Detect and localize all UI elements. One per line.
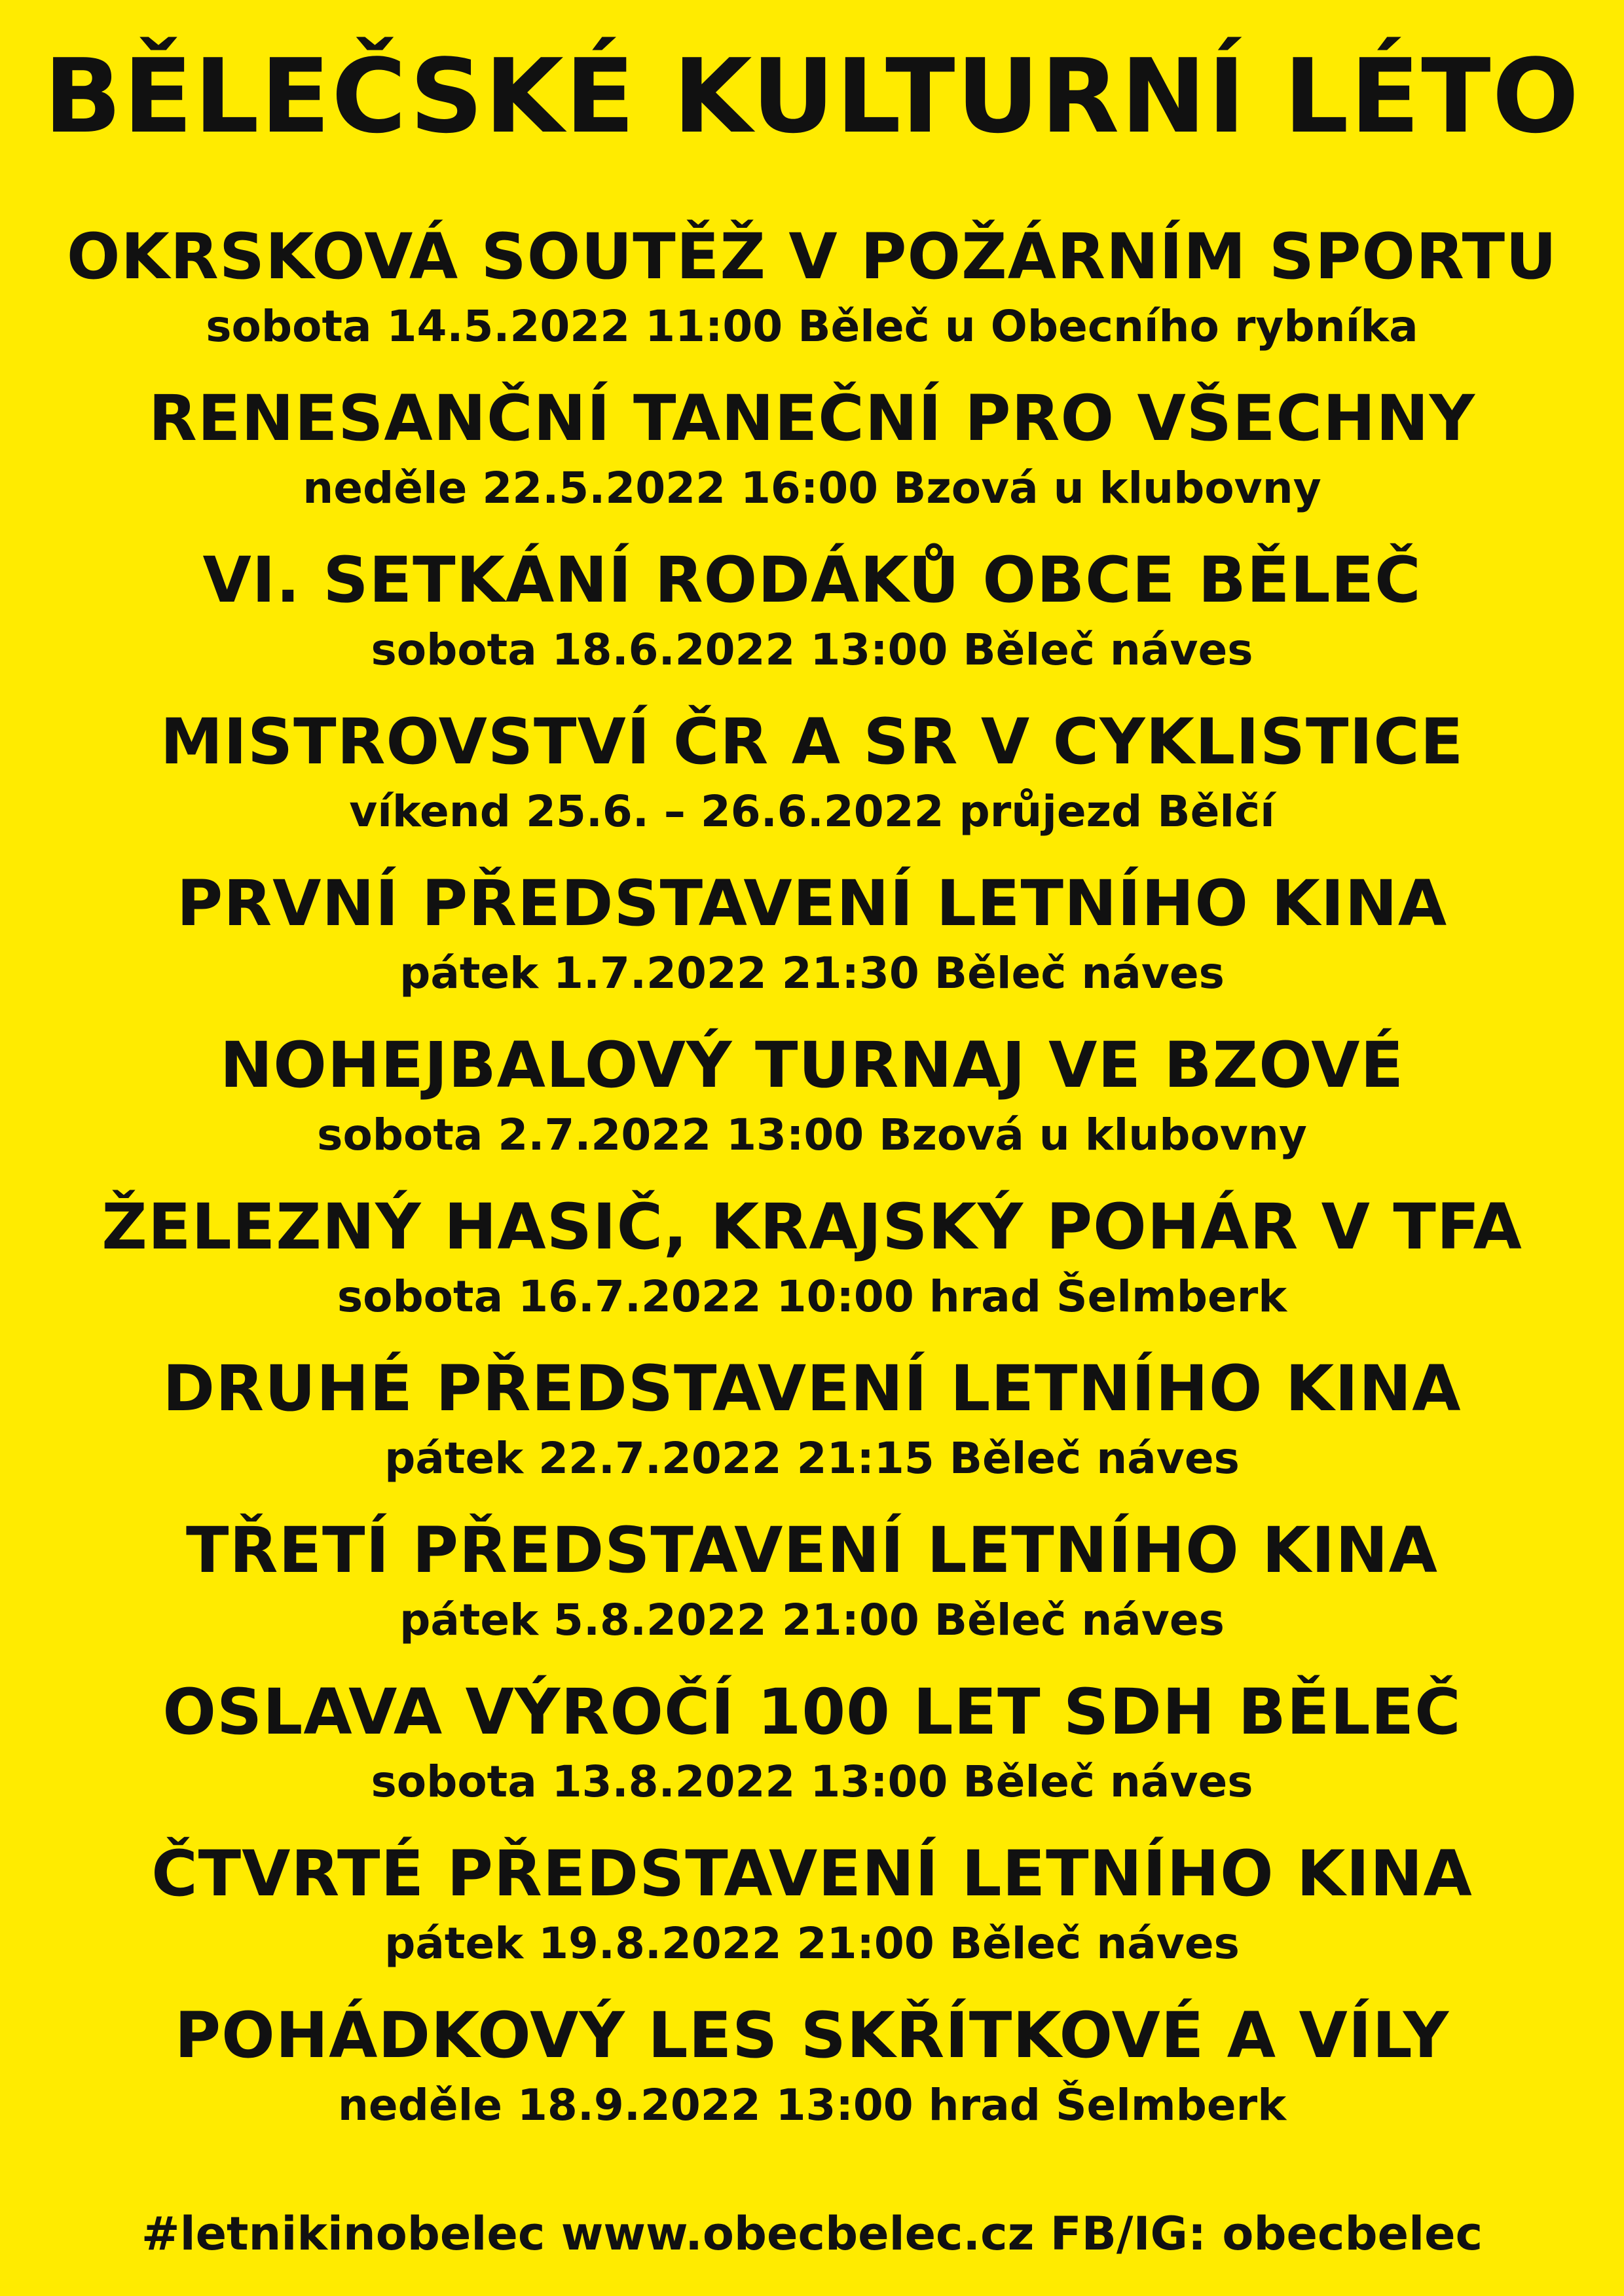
event-name: OKRSKOVÁ SOUTĚŽ V POŽÁRNÍM SPORTU [66, 220, 1558, 293]
event-details: sobota 14.5.2022 11:00 Běleč u Obecního rybníka [206, 301, 1418, 352]
event-item [0, 866, 1624, 1000]
poster-title: BĚLEČSKÉ KULTURNÍ LÉTO [43, 37, 1581, 156]
event-details: pátek 5.8.2022 21:00 Běleč náves [399, 1595, 1225, 1645]
event-item [0, 1675, 1624, 1808]
event-item [0, 1190, 1624, 1323]
event-details: sobota 13.8.2022 13:00 Běleč náves [371, 1757, 1253, 1807]
event-name: ŽELEZNÝ HASIČ, KRAJSKÝ POHÁR V TFA [101, 1190, 1522, 1264]
event-name: DRUHÉ PŘEDSTAVENÍ LETNÍHO KINA [162, 1352, 1462, 1425]
event-item [0, 381, 1624, 515]
event-name: MISTROVSTVÍ ČR A SR V CYKLISTICE [160, 705, 1464, 778]
event-details: neděle 22.5.2022 16:00 Bzová u klubovny [303, 463, 1321, 513]
event-item [0, 1513, 1624, 1647]
event-name: TŘETÍ PŘEDSTAVENÍ LETNÍHO KINA [186, 1514, 1438, 1587]
event-details: víkend 25.6. – 26.6.2022 průjezd Bělčí [349, 786, 1275, 837]
event-name: OSLAVA VÝROČÍ 100 LET SDH BĚLEČ [162, 1675, 1462, 1749]
event-name: PRVNÍ PŘEDSTAVENÍ LETNÍHO KINA [176, 867, 1448, 940]
event-name: VI. SETKÁNÍ RODÁKŮ OBCE BĚLEČ [202, 543, 1422, 617]
event-item [0, 1028, 1624, 1161]
event-name: ČTVRTÉ PŘEDSTAVENÍ LETNÍHO KINA [151, 1837, 1473, 1910]
event-details: pátek 19.8.2022 21:00 Běleč náves [384, 1918, 1240, 1969]
event-details: neděle 18.9.2022 13:00 hrad Šelmberk [337, 2080, 1287, 2130]
event-details: sobota 18.6.2022 13:00 Běleč náves [371, 625, 1253, 675]
event-name: NOHEJBALOVÝ TURNAJ VE BZOVÉ [219, 1029, 1405, 1102]
event-item [0, 704, 1624, 838]
event-item [0, 543, 1624, 676]
event-details: pátek 1.7.2022 21:30 Běleč náves [399, 948, 1225, 998]
event-name: POHÁDKOVÝ LES SKŘÍTKOVÉ A VÍLY [174, 1999, 1450, 2072]
event-details: pátek 22.7.2022 21:15 Běleč náves [384, 1433, 1240, 1484]
event-item [0, 219, 1624, 353]
event-item [0, 1351, 1624, 1485]
event-item [0, 1836, 1624, 1970]
event-details: sobota 2.7.2022 13:00 Bzová u klubovny [317, 1110, 1307, 1160]
event-item [0, 1998, 1624, 2132]
event-details: sobota 16.7.2022 10:00 hrad Šelmberk [337, 1271, 1287, 1322]
footer-contact-line: #letnikinobelec www.obecbelec.cz FB/IG: obecbelec [141, 2207, 1483, 2261]
event-name: RENESANČNÍ TANEČNÍ PRO VŠECHNY [148, 382, 1476, 455]
